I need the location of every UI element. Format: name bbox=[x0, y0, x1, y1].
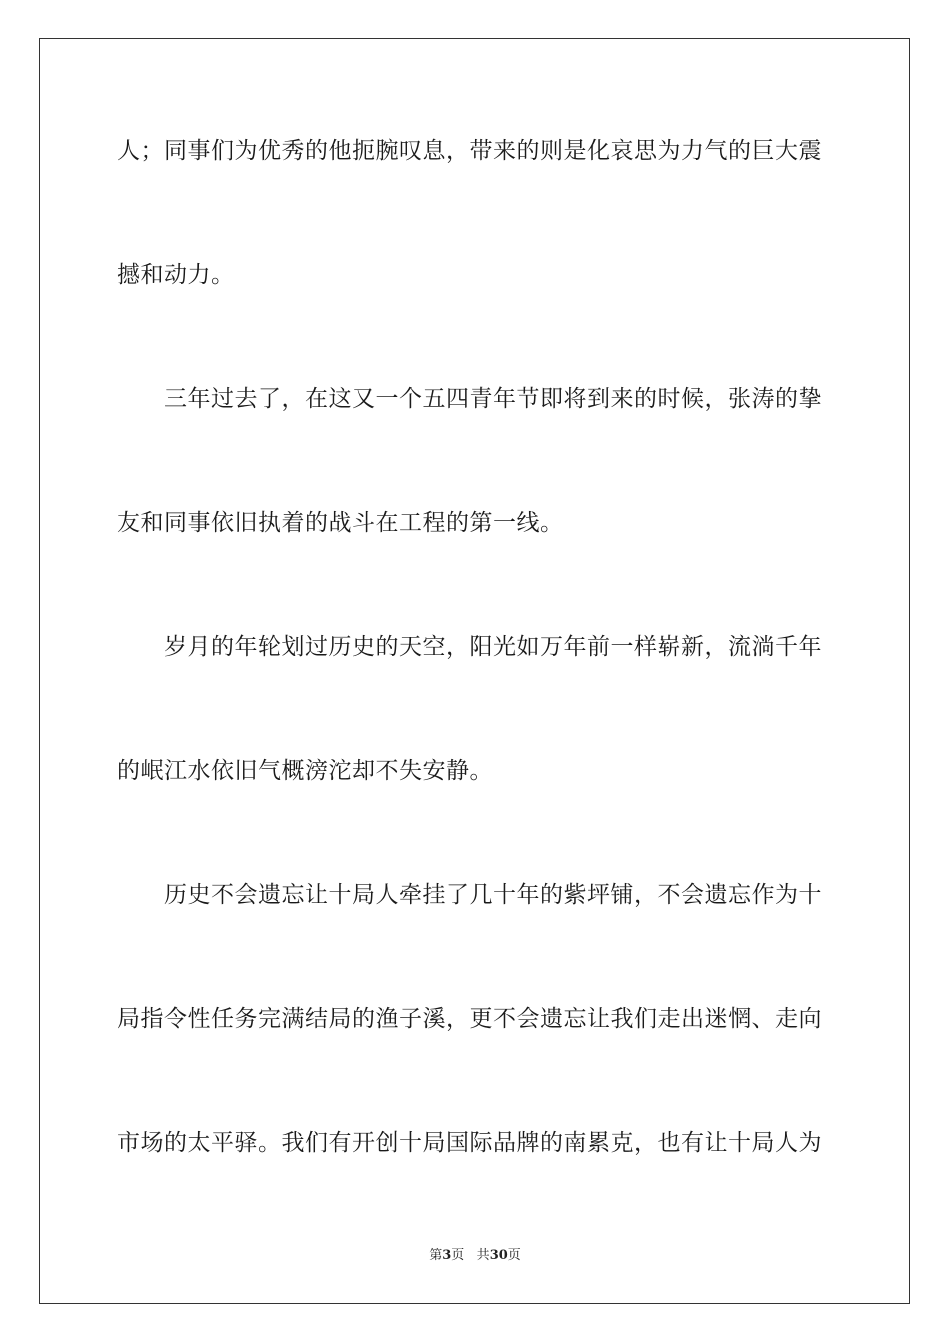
text-line: 历史不会遗忘让十局人牵挂了几十年的紫坪铺，不会遗忘作为十 bbox=[117, 882, 822, 908]
text-line: 人；同事们为优秀的他扼腕叹息，带来的则是化哀思为力气的巨大震 bbox=[117, 138, 822, 164]
total-suffix: 页 bbox=[507, 1248, 521, 1263]
page-footer bbox=[0, 1247, 950, 1265]
text-line: 友和同事依旧执着的战斗在工程的第一线。 bbox=[117, 510, 564, 536]
text-line: 三年过去了，在这又一个五四青年节即将到来的时候，张涛的挚 bbox=[117, 386, 822, 412]
total-pages: 30 bbox=[489, 1248, 508, 1263]
page-border bbox=[39, 38, 910, 1304]
text-line: 市场的太平驿。我们有开创十局国际品牌的南累克，也有让十局人为 bbox=[117, 1130, 822, 1156]
text-line: 的岷江水依旧气概滂沱却不失安静。 bbox=[117, 758, 493, 784]
page-prefix: 第 bbox=[429, 1248, 443, 1263]
text-line: 局指令性任务完满结局的渔子溪，更不会遗忘让我们走出迷惘、走向 bbox=[117, 1006, 822, 1032]
page-suffix: 页 bbox=[451, 1248, 465, 1263]
text-line: 岁月的年轮划过历史的天空，阳光如万年前一样崭新，流淌千年 bbox=[117, 634, 822, 660]
total-prefix: 共 bbox=[476, 1248, 490, 1263]
page-number: 3 bbox=[442, 1248, 452, 1263]
text-line: 撼和动力。 bbox=[117, 262, 235, 288]
